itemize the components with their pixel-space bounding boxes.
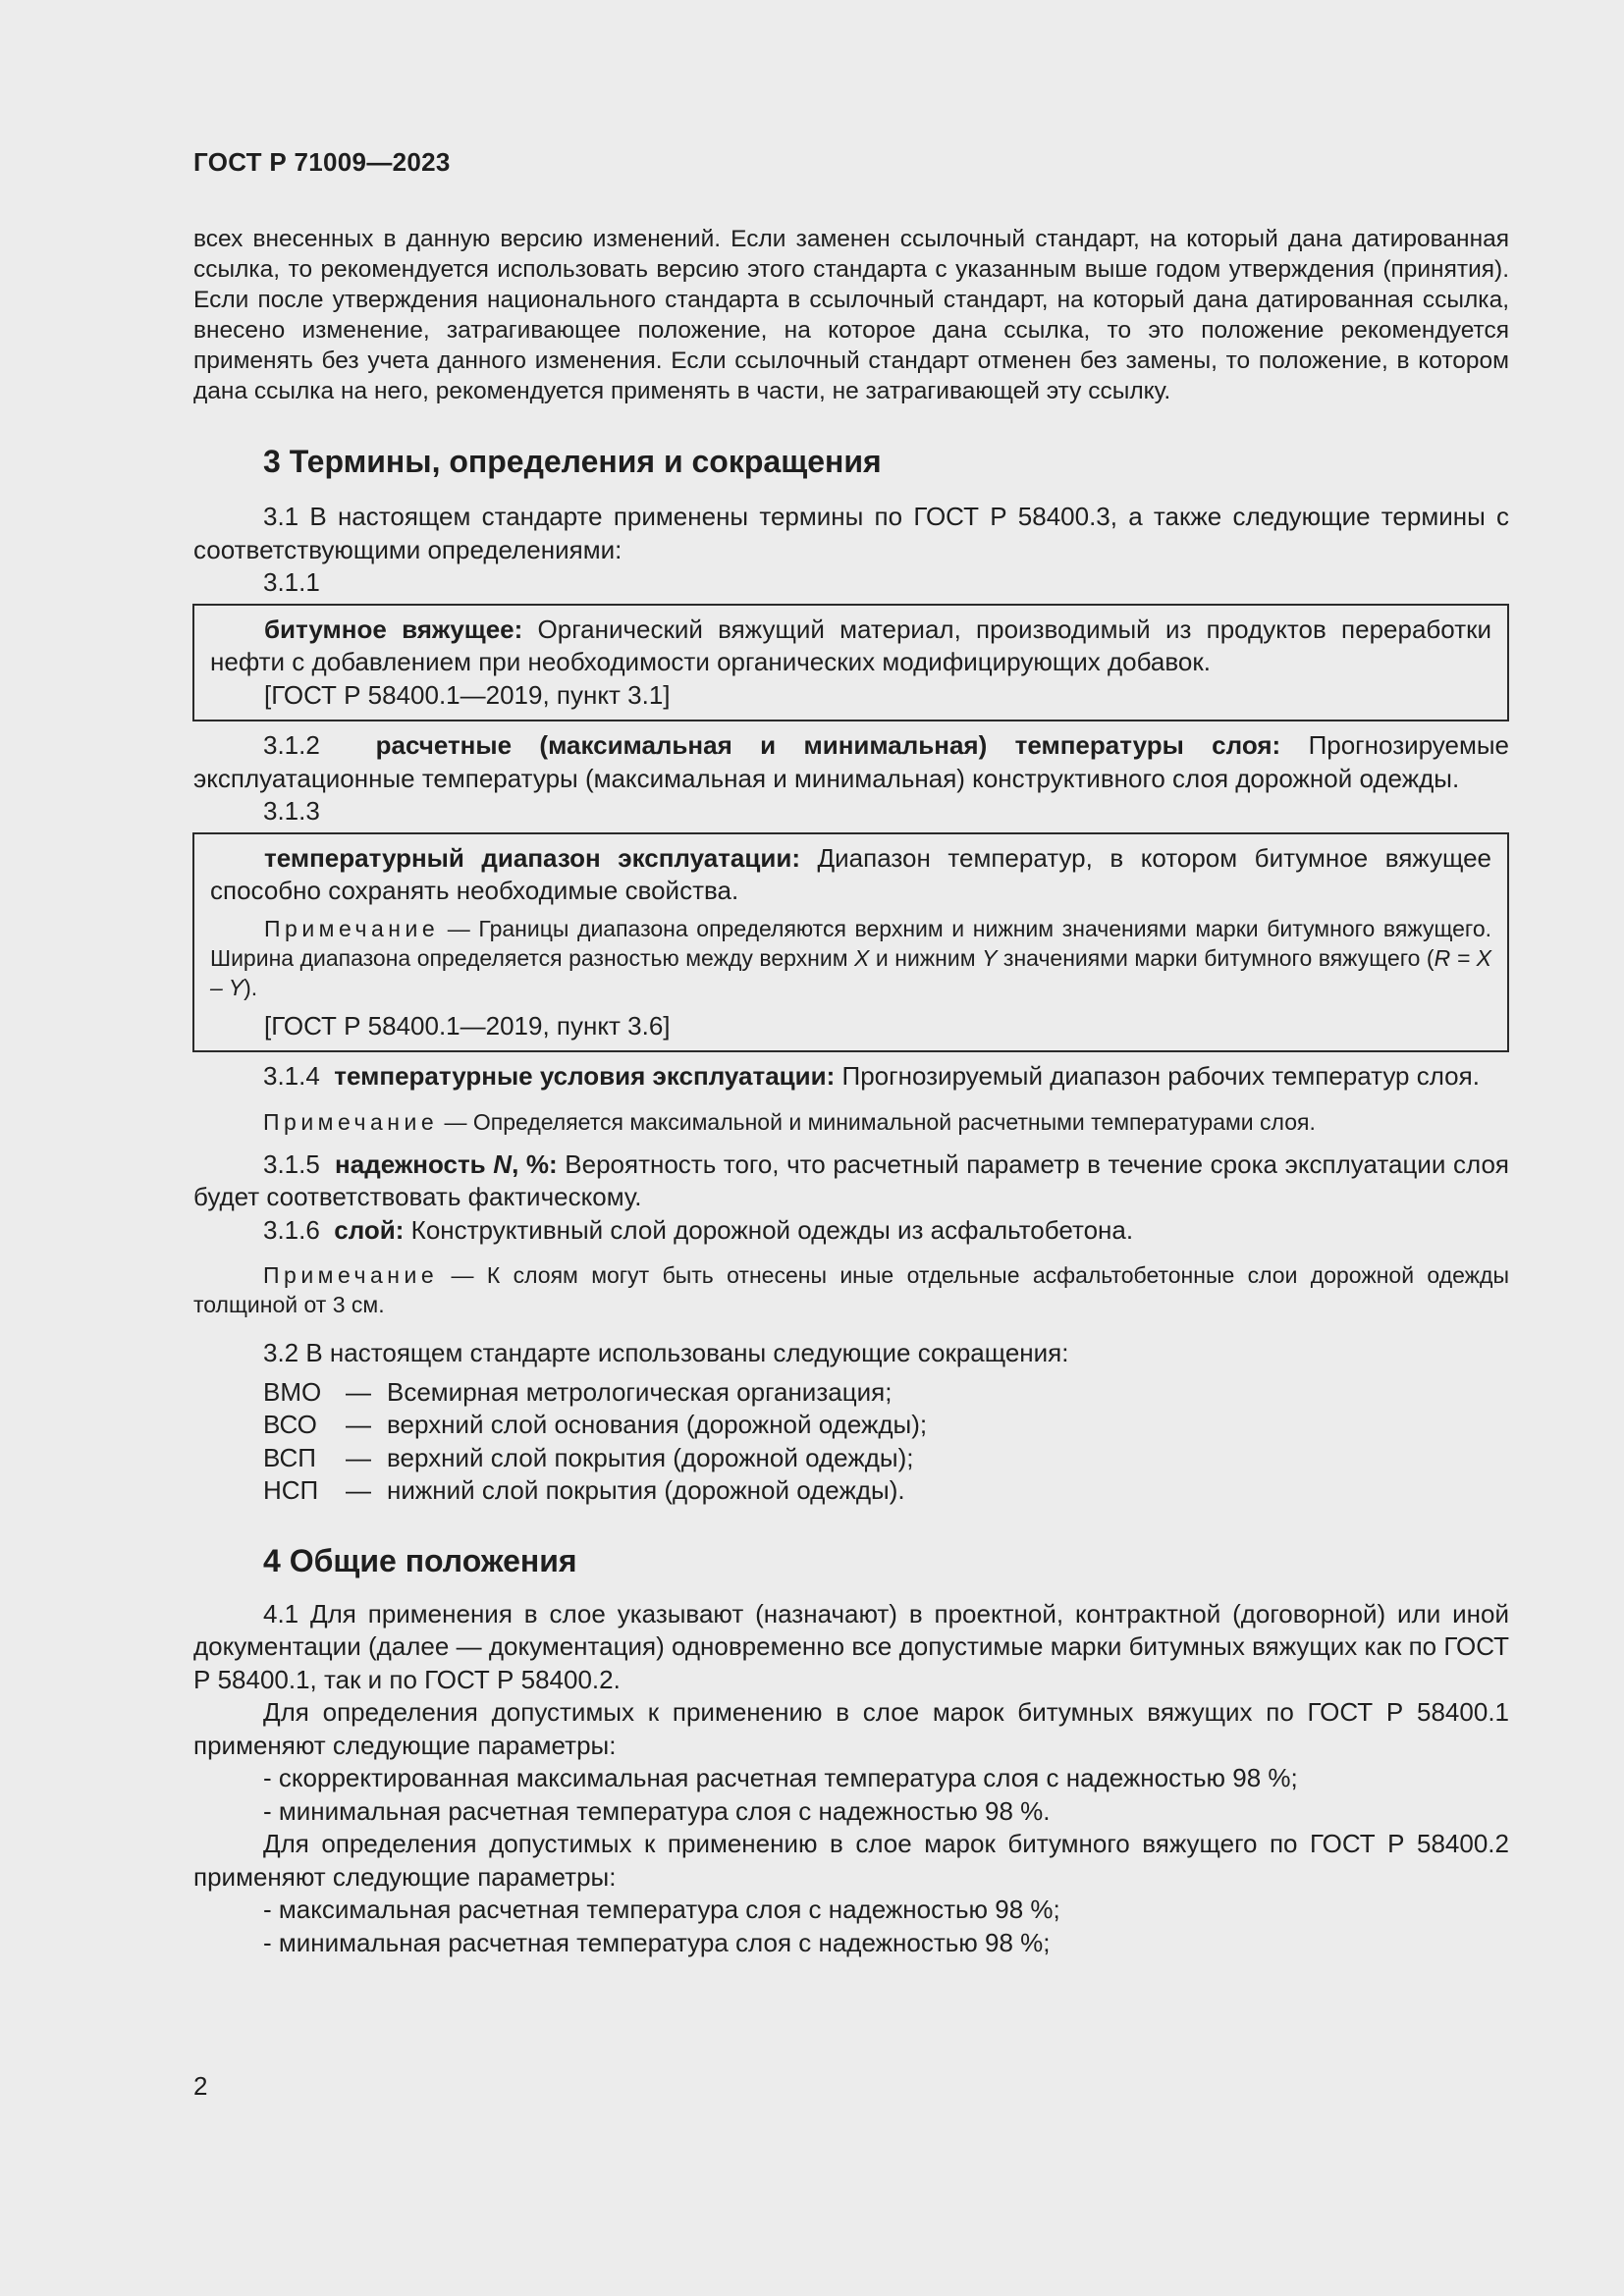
clause-3-1: 3.1 В настоящем стандарте применены термины по ГОСТ Р 58400.3, а также следующие термины с соответствующими определениями: <box>193 502 1509 564</box>
term-3-1-1 <box>210 614 1491 679</box>
variable-x: X <box>854 944 870 971</box>
document-header: ГОСТ Р 71009—2023 <box>193 147 451 177</box>
term-definition: Прогнозируемые эксплуатационные температуры (максимальная и минимальная) конструктивного слоя дорожной одежды. <box>193 730 1509 793</box>
term-3-1-6 <box>193 1214 1509 1248</box>
clause-3-2: 3.2 В настоящем стандарте использованы следующие сокращения: <box>263 1338 1069 1367</box>
list-item: - минимальная расчетная температура слоя с надежностью 98 %. <box>263 1795 1051 1826</box>
term-number-3-1-1: 3.1.1 <box>263 567 320 597</box>
term-name: температурный диапазон эксплуатации: <box>264 842 800 873</box>
section-4-title: 4 Общие положения <box>263 1542 577 1578</box>
list-item: - максимальная расчетная температура слоя с надежностью 98 %; <box>263 1895 1060 1924</box>
term-definition: Конструктивный слой дорожной одежды из асфальтобетона. <box>404 1214 1134 1245</box>
note-label: Примечание <box>264 915 440 941</box>
term-number: 3.1.4 <box>263 1061 320 1091</box>
term-note: Примечание — Определяется максимальной и минимальной расчетными температурами слоя. <box>263 1108 1316 1135</box>
paragraph: Для определения допустимых к применению в слое марок битумных вяжущих по ГОСТ Р 58400.1 применяют следующие параметры: <box>193 1697 1509 1760</box>
term-3-1-5 <box>193 1148 1509 1214</box>
list-item: - скорректированная максимальная расчетная температура слоя с надежностью 98 %; <box>263 1763 1298 1792</box>
clause-4-1: 4.1 Для применения в слое указывают (назначают) в проектной, контрактной (договорной) или иной документации (далее — документация) одновременно все допустимые марки битумных вяжущих как по ГОСТ Р 58400.1, так и по ГОСТ Р 58400.2. <box>193 1598 1509 1694</box>
term-source-ref: [ГОСТ Р 58400.1—2019, пункт 3.6] <box>264 1010 671 1041</box>
term-3-1-3 <box>210 842 1491 908</box>
abbreviation-list <box>193 1376 1509 1508</box>
term-definition: Органический вяжущий материал, производимый из продуктов переработки нефти с добавлением при необходимости органических модифицирующих добавок. <box>210 614 1492 676</box>
term-number: 3.1.5 <box>263 1148 320 1179</box>
list-item: - минимальная расчетная температура слоя с надежностью 98 %; <box>263 1927 1051 1957</box>
term-name: температурные условия эксплуатации: <box>334 1061 836 1091</box>
term-3-1-4 <box>193 1060 1509 1094</box>
term-definition: Прогнозируемый диапазон рабочих температур слоя. <box>835 1061 1480 1091</box>
term-box-3-1-1 <box>192 604 1509 722</box>
term-source-ref: [ГОСТ Р 58400.1—2019, пункт 3.1] <box>264 679 671 710</box>
term-name: слой: <box>334 1214 405 1245</box>
variable-y: Y <box>982 944 998 971</box>
term-name: надежность N, %: <box>335 1148 558 1179</box>
term-number: 3.1.6 <box>263 1214 320 1245</box>
section-3-title: 3 Термины, определения и сокращения <box>263 444 882 479</box>
term-definition: Диапазон температур, в котором битумное вяжущее способно сохранять необходимые свойства. <box>210 842 1491 905</box>
intro-paragraph: всех внесенных в данную версию изменений. Если заменен ссылочный стандарт, на который дана датированная ссылка, то рекомендуется использовать версию этого стандарта с указанным выше годом утверждения (принятия). Если после утверждения национального стандарта в ссылочный стандарт, на который дана датированная ссылка, внесено изменение, затрагивающее положение, на которое дана ссылка, то это положение рекомендуется применять без учета данного изменения. Если ссылочный стандарт отменен без замены, то положение, в котором дана ссылка на него, рекомендуется применять в части, не затрагивающей эту ссылку. <box>193 226 1509 404</box>
abbreviation-row: НСП — нижний слой покрытия (дорожной одежды). <box>263 1475 905 1505</box>
paragraph: Для определения допустимых к применению в слое марок битумного вяжущего по ГОСТ Р 58400.2 применяют следующие параметры: <box>193 1829 1509 1892</box>
term-number-3-1-3: 3.1.3 <box>263 796 320 826</box>
page-content <box>193 224 1509 1959</box>
term-3-1-2 <box>193 729 1509 795</box>
abbreviation-row: ВМО — Всемирная метрологическая организация; <box>263 1376 893 1407</box>
abbreviation-row: ВСО — верхний слой основания (дорожной одежды); <box>263 1410 928 1439</box>
term-note: Примечание — Границы диапазона определяются верхним и нижним значениями марки битумного вяжущего. Ширина диапазона определяется разностью между верхним X и нижним Y значениями марки битумного вяжущего (R = X – Y). <box>210 915 1491 1000</box>
term-box-3-1-3 <box>192 832 1509 1053</box>
term-note: Примечание — К слоям могут быть отнесены иные отдельные асфальтобетонные слои дорожной одежды толщиной от 3 см. <box>193 1262 1509 1317</box>
term-name: расчетные (максимальная и минимальная) температуры слоя: <box>375 730 1281 760</box>
term-name: битумное вяжущее: <box>264 614 523 644</box>
page-number: 2 <box>193 2071 208 2101</box>
formula: R = X – Y <box>210 944 1491 1000</box>
term-number: 3.1.2 <box>263 730 320 760</box>
abbreviation-row: ВСП — верхний слой покрытия (дорожной одежды); <box>263 1442 914 1472</box>
term-definition: Вероятность того, что расчетный параметр в течение срока эксплуатации слоя будет соответствовать фактическому. <box>193 1148 1509 1211</box>
note-label: Примечание <box>263 1108 439 1135</box>
note-label: Примечание <box>263 1262 439 1288</box>
